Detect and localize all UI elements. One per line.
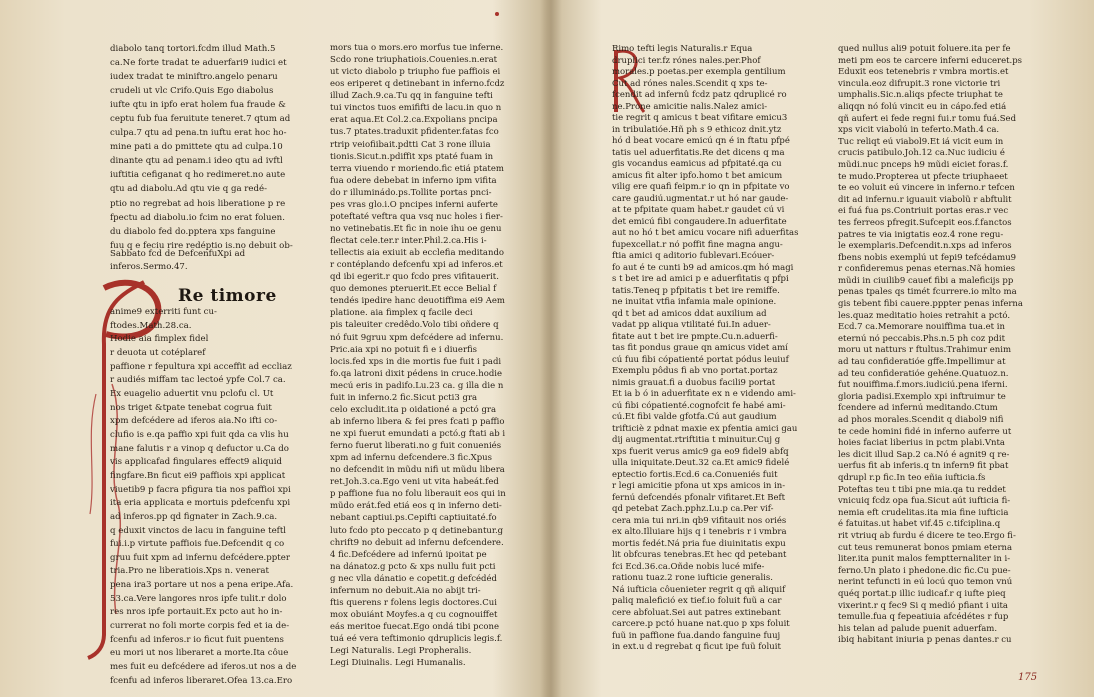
text-line: fo aut é te cunti b9 ad amicos.qm hó magi [612,262,794,273]
text-line: no defcendit in mũdu nifi ut mũdu libera [330,465,505,476]
text-line: eás meritoe fuecat.Ego ondá tibi pcone [330,622,499,632]
text-line: mortis fedét.Ná pria fue diuinitatis expu [612,538,786,549]
text-line: viuetib9 p facra pfigura tia nos paffioi xpi [110,484,291,495]
text-line: crudeli ut vlc Crifo.Quis Ego diabolus [110,86,274,97]
text-line: fitate aut t bet ire pmpte.Cu.n.aduerfi- [612,331,778,342]
text-line: quéq portat.p illic iudicaf.r q iufte pieq [838,588,1006,599]
text-line: aliqqn nó folú vincit eu in cápo.fed etiá [838,101,1007,112]
text-line: iuftitia cefiganat q ho redimeret.no aute [110,170,286,181]
text-line: fuit in inferno.2 fic.Sicut pcti3 gra [330,392,478,403]
text-line: ad tau confideratióe gffe.Impellimur at [838,357,1006,368]
text-line: fui.i.p virtute paffiois fue.Defcendit q co [110,539,285,550]
text-line: le exemplaris.Defcendit.n.xps ad inferos [838,241,1012,252]
text-line: xpm ad infernu defcendere.3 fic.Xpus [330,453,493,464]
text-line: fo.qa latroni dixit pédens in cruce.hodie [330,368,503,379]
text-line: qd petebat Zach.pphz.Lu.p ca.Per vif- [612,504,774,514]
text-line: Et ia b ó in aduerfitate ex n e videndo ami- [612,389,796,399]
text-line: Xpi ad inferos.Sermo.47. [110,249,246,272]
text-line: Legi Naturalis. Legi Propheralis. [330,646,472,657]
text-line: rit vtriuq ab furdu é dicere te teo.Ergo fi- [838,530,1016,541]
text-line: at te pfpitate quam habet.r gaudet cú vi [612,205,785,215]
text-line: mors tua o mors.ero morfus tue inferne. [330,43,504,53]
text-line: quo demones pteruerit.Et ecce Belial f [330,284,497,295]
folio-number: 175 [1018,672,1038,683]
text-line: uerfus fit ab inferis.q tn infern9 fit pbat [838,461,1009,472]
text-line: vis applicafad fingulares effect9 aliquid [110,457,283,468]
text-line: patres te via inigtatis eoz.4 rone regu- [838,229,1004,240]
text-line: gruu fuit xpm ad infernu defcédere.ppter [110,552,290,563]
text-line: in tribulatióe.Hñ ph s 9 ethicoz dnit.ytz [612,124,782,135]
text-line: paffione r fepultura xpi acceffit ad eccliaz [110,361,292,372]
text-line: nemia eft crudelitas.ita mia fine iufticia [838,507,1009,518]
text-line: anime9 exterriti funt cu- [110,307,217,317]
text-line: aut no hó t bet amicu vocare nifi aduerfitas [612,228,799,238]
text-line: tuá eé vera teftimonio qdruplicis legis.f. [330,634,503,645]
text-line: nos triget &tpate tenebat cogrua fuit [110,402,272,413]
text-line: fernú defcendés pfonalr vifitaret.Et Beft [612,492,786,503]
text-line: tionis.Sicut.n.pdiffit xps ptaté fuam in [330,151,494,162]
text-line: in ext.u d regrebat q ficut ipe fuũ foluit [612,642,781,652]
text-line: ceptu fub fua feruitute teneret.7 qtum ad [110,114,291,125]
text-line: poteftaté veftra qua vsq nuc holes i fier- [330,211,503,222]
text-line: iudex tradat te miniftro.angelo penaru [110,72,278,83]
text-line: fuũ in paffione fua.dando fanguine fuuj [612,630,781,641]
text-line: eptectio fortis.Ecd.6 ca.Conueniés fuit [612,469,778,480]
text-line: ftis querens r folens legis doctores.Cui [330,597,497,608]
text-line: fpectu ad diabolu.io fcim no erat foluen. [110,212,285,223]
text-line: ptio no regrebat ad hois liberatione p re [110,198,286,209]
text-line: tatis.Teneq p pfpitatis t bet ire remiffe. [612,285,780,296]
text-line: xps fuerit verus amic9 ga eo9 fidel9 abfq [612,446,789,457]
text-line: hó d beat vocare emicú qn é in ftatu pfpé [612,136,790,146]
text-line: liter.ita punit malos femptternaliter in i- [838,554,1011,565]
text-line: ne xpi fuerut emundati a pctó.g ftati ab i [330,429,506,439]
text-line: te cede homini fidé in inferno auferre ut [838,426,1012,437]
text-line: ftia amici q aditorio fublevari.Ecóuer- [612,251,775,261]
text-line: ferno.Un plato i phedone.dic fic.Cu pue- [838,565,1011,576]
text-line: Cut ad rónes nales.Scendit q xps te- [612,78,768,89]
text-line: mecú eris in padifo.Lu.23 ca. g illa die n [330,380,504,391]
text-line: druplici ter.fz rónes nales.per.Phof [612,55,761,66]
text-line: vixerint.r q fec9 Si q medió pfiant i uita [838,600,1008,611]
text-line: celo excludit.ita p oidationé a pctó gra [330,404,497,415]
text-line: Poteftas teu t tibi pne mia.qa tu reddet [838,484,1006,495]
left-col1-top [110,42,322,252]
text-line: rationu tuaz.2 rone iufticie generalis. [612,573,773,583]
text-line: qd ibi egerit.r quo fcdo pres vifitauerit. [330,272,499,283]
text-line: qd t bet ad amicos ddat auxilium ad [612,308,767,319]
text-line: Scdo rone triuphatiois.Couenies.n.erat [330,55,498,66]
text-line: cere abfoluat.Sei aut patres extinebant [612,607,781,618]
text-line: vadat pp aliqua vtilitaté fui.In aduer- [612,320,771,330]
left-col2 [330,42,535,682]
text-line: fci Ecd.36.ca.Oñde nobis lucé mife- [612,561,765,572]
text-line: mũdi.nuc pnceps h9 mũdi eiciet foras.f. [838,159,1009,170]
text-line: r contéplando defcenfu xpi ad inferos.et [330,260,503,271]
text-line: luto fcdo pto peccato p q detinebantur.g [330,525,504,536]
text-line: fbens nobis exemplú ut fepi9 tefcédamu9 [838,252,1017,263]
text-line: ad phos morales.Scendit q diabol9 nifi [838,415,1004,425]
text-line: ad inferos.pp qd fignater in Zach.9.ca. [110,511,278,522]
text-line: det emicú fibi congaudere.In aduerfitate [612,216,787,227]
text-line: gloria padisi.Exemplo xpi inftruimur te [838,391,1006,402]
text-line: mũdo erát.fed etiá eos q in inferno deti- [330,501,502,512]
text-line: cut teus remunerat bonos pmiam eterna [838,542,1013,553]
text-line: fcendit ad infernû fcdz patz qdruplicé ro [612,90,787,100]
text-line: illud Zach.9.ca.Tu qq in fanguine tefti [330,91,493,102]
text-line: diabolo tanq tortori.fcdm illud Math.5 [110,44,276,54]
text-line: pena ira3 portare ut nos a pena eripe.Afa. [110,580,294,591]
text-line: care gaudiú.ugmentat.r ut hó nar gaude- [612,193,789,204]
book-gutter [540,0,562,697]
text-line: fcenfu ad inferos liberaret.Ofea 13.ca.Ero [110,675,293,686]
text-line: platione. aia fimplex q facile deci [330,308,473,319]
text-line: qued nullus ali9 potuit foluere.ita per fe [838,44,1011,54]
text-line: eos eriperet q detinebant in inferno.fcdz [330,79,505,90]
text-line: na dánatoz.g pcto & xps nullu fuit pcti [330,561,496,572]
text-line: cera mia tui nri.in qb9 vifitauit nos oriés [612,515,787,526]
text-line: é fatuitas.ut habet vif.45 c.tifciplina.q [838,519,1001,530]
text-line: ferno fuerut liberati.no g fuit conueniés [330,441,502,452]
text-line: fingfare.Bn ficut ei9 paffiois xpi applicat [110,470,286,481]
incipit-re-timore: Re timore [178,286,277,306]
sermon-heading [110,248,320,274]
text-line: moru ut natturs r ftultus.Trahimur enim [838,345,1012,356]
text-line: vincula.eoz difrupit.3 rone victorie tri [838,78,1001,89]
rubric-mark [495,12,499,16]
text-line: tellectis aia exiuit ab ecclefia meditando [330,248,504,259]
text-line: Legi Diuinalis. Legi Humanalis. [330,658,466,669]
text-line: eternú nó peccabis.Phs.n.5 ph coz pdit [838,333,1006,344]
text-line: mox obuiánt Moyfes.a q cu cognouiffet [330,609,498,620]
text-line: Hodie aia fimplex fidel [110,334,209,345]
text-line: ei fuá fua ps.Contriuit portas eras.r vec [838,206,1009,217]
text-line: vnicuiq fcdz opa fua.Sicut aút iufticia fi- [838,496,1011,507]
text-line: rtrip veiofiibait.pdtti Cat 3 rone illuia [330,139,491,150]
text-line: r deuota ut cotéplaref [110,347,206,358]
text-line: fuu q e feciu rire redéptio is.no debuit ob- [110,240,293,251]
text-line: hoies faciat liberius in pctm plabi.Vnta [838,438,1005,449]
text-line: qñ aufert ei fede regni fui.r tomu fuá.Sed [838,113,1017,124]
text-line: paliq malefició ex tief.io foluit fuũ a car [612,596,782,606]
text-line: gis vocandus eamicus ad pfpitaté.qa cu [612,159,782,169]
text-line: ne inuitat vtfia infamia male opinione. [612,297,777,307]
text-line: mes fuit eu defcédere ad iferos.ut nos a de [110,662,297,673]
text-line: ca.Ne forte tradat te aduerfari9 iudici et [110,58,287,69]
text-line: ftodes.Math.28.ca. [110,320,192,331]
text-line: Rimo tefti legis Naturalis.r Equa [612,44,753,54]
text-line: umphalis.Sic.n.aliqs pfecte triuphat te [838,90,1003,101]
text-line: tus.7 ptates.traduxit pfidenter.fatas fco [330,127,499,138]
text-line: lit obfcuras tenebras.Et hec qd petebant [612,550,787,560]
text-line: te eo voluit eú vincere in inferno.r tefcen [838,183,1015,194]
text-line: crucis patibulo.Joh.12 ca.Nuc iudiciu é [838,148,1005,159]
text-line: his telan ad palude puenit aduerfam. [838,623,998,634]
text-line: fcendere ad infernú meditando.Ctum [838,403,998,414]
text-line: fua odere debebat in inferno ipm vifita [330,175,497,186]
right-col3 [612,44,830,689]
right-col4 [838,44,1050,674]
text-line: Ecd.7 ca.Memorare nouiffima tua.et in [838,322,1005,333]
text-line: pis taleuiter credêdo.Volo tibi oñdere q [330,320,499,331]
text-line: fupexcellat.r nó poffit fine magna angu- [612,239,783,250]
text-line: iufte qtu in ipfo erat holem fua fraude & [110,100,286,111]
text-line: nebant captiui.ps.Cepifti captiuitaté.fo [330,513,497,524]
text-line: p paffione fua no folu liberauit eos qui in [330,489,506,500]
text-line: ulla iniquitate.Deut.32 ca.Et amic9 fidelé [612,458,790,468]
text-line: no vetinebatis.Et fic in noie ihu oe genu [330,223,502,234]
text-line: Sabbato fcd de Defcenfu [110,249,218,259]
text-line: res nros ipfe portauit.Ex pcto aut ho in- [110,607,283,618]
text-line: mane falutis r a vinop q defuctor u.Ca do [110,443,289,454]
text-line: ex alto.Illuiare hijs q i tenebris r i vmbra [612,527,787,537]
text-line: les.quaz meditatio hoies retrahit a pctó. [838,310,1011,321]
text-line: tria.Pro ne liberatiois.Xps n. venerat [110,566,269,577]
text-line: dit ad infernu.r iguauit viabolũ r abftulit [838,194,1012,205]
text-line: qdrupl r.p fic.In teo eñia iufticia.fs [838,472,986,483]
text-line: xpm defcédere ad iferos aia.No ifti co- [110,416,278,427]
text-line: gis tebent fibi cauere.pppter penas inferna [838,299,1023,310]
text-line: ne.Prone amicitie nalis.Nalez amici- [612,101,768,112]
text-line: penas tpales qs timét fcurrere.io mlto ma [838,287,1017,298]
text-line: dinante qtu ad penam.i ideo qtu ad ivftl [110,156,283,167]
text-line: clufio is e.qa paffio xpi fuit qda ca vlis hu [110,429,289,440]
text-line: morales.p poetas.per exempla gentilium [612,67,786,77]
text-line: currerat no foli morte corpis fed et ia de- [110,621,290,632]
text-line: carcere.p pctó huane nat.quo p xps foluit [612,619,790,629]
text-line: r audiés miffam tac lectoé ypfe Col.7 ca. [110,375,286,386]
text-line: cú fuu fibi cópatienté portat pódus leuiuf [612,354,789,365]
text-line: cú.Et fibi valde gfotfa.Cú aut gaudium [612,412,777,422]
text-line: g nec vlla dánatio e copetit.g defcédéd [330,573,497,584]
text-line: Pric.aia xpi no potuit fi e i diuerfis [330,344,478,355]
text-line: nimis grauat.fi a duobus facili9 portat [612,377,776,388]
text-line: tui vinctos tuos emififti de lacu.in quo n [330,103,502,114]
text-line: vilig ere quafi feipm.r io qn in pfpitate vo [612,182,790,192]
text-line: meti pm eos te carcere inferni educeret.ps [838,55,1023,66]
text-line: 53.ca.Vere langores nros ipfe tulit.r dolo [110,593,287,604]
text-line: trifticiè z pdnat maxie ex pfentia amici gau [612,423,798,434]
text-line: tie regrit q amicus t beat vifitare emicu3 [612,113,788,123]
text-line: culpa.7 qtu ad pena.tn iuftu erat hoc ho- [110,128,287,139]
text-line: chrift9 no debuit ad infernu defcendere. [330,537,504,548]
text-line: terra viuendo r moriendo.fic etiá ptatem [330,163,504,174]
text-line: q eduxit vinctos de lacu in fanguine teftl [110,525,287,536]
text-line: ret.Joh.3.ca.Ego veni ut vita habeát.fed [330,477,499,488]
text-line: r confideremus penas eternas.Nã homies [838,264,1016,275]
left-col1-bottom [110,306,322,691]
text-line: tendés ipedire hanc deuotiffima ei9 Aem [330,296,505,307]
text-line: tas fit pondus graue qn amicus videt amí [612,343,788,353]
text-line: nó fuit 9gruu xpm defcédere ad infernu. [330,332,504,343]
text-line: locis.fed xps in die mortis fue fuit i padi [330,356,502,367]
text-line: ad teu confideratióe gehéne.Quatuoz.n. [838,368,1009,379]
text-line: 4 fic.Defcédere ad infernú ipoitat pe [330,549,487,560]
text-line: amicus fit alter ipfo.homo t bet amicum [612,170,783,181]
text-line: Ná iufticia côuenieter regrit q qñ aliquif [612,584,786,595]
text-line: pes vras glo.i.O pncipes inferni auferte [330,199,498,210]
text-line: do r illuminádo.ps.Tollite portas pnci- [330,187,492,198]
text-line: r legi amicitie pfona ut xps amicos in in- [612,481,786,491]
text-line: dij augmentat.rtriftitia t minuitur.Cuj g [612,435,781,445]
text-line: cú fibi cópatienté.cognofcit fe habé ami- [612,400,786,411]
text-line: tatis uel aduerfitatis.Re det dicens q ma [612,147,785,158]
text-line: mũdi in ciuilib9 caueť fibi a maleficijs pp [838,275,1014,286]
text-line: infernum no debuit.Aia no abijt tri- [330,585,481,596]
text-line: qtu ad diabolu.Ad qtu vie q ga redé- [110,184,267,195]
text-line: Ex euagelio aduertit vnu pclofu cl. Ut [110,388,274,399]
text-line: Exemplu pôdus fi ab vno portat.portaz [612,366,778,376]
text-line: du diabolo fed do.pptera xps fanguine [110,226,276,237]
text-line: s t bet ire ad amici p e aduerfitatis q pfpi [612,274,789,284]
text-line: flectat cele.ter.r inter.Phil.2.ca.His i- [330,236,487,246]
text-line: Tuc reliqt eú viabol9.Et iá vicit eum in [838,136,1004,147]
text-line: erat aqua.Et Col.2.ca.Expolians pncipa [330,115,498,126]
text-line: eu mori ut nos liberaret a morte.Ita côue [110,648,289,659]
text-line: mine pati a do pmittete qtu ad culpa.10 [110,142,283,153]
text-line: fcenfu ad inferos.r io ficut fuit puentens [110,634,284,645]
text-line: ita eria applicata e mortuis pdefcenfu xpi [110,498,291,509]
text-line: les dicit illud Sap.2 ca.Nó é agnit9 q re- [838,449,1010,460]
text-line: te mudo.Propterea ut pfecte triuphaeet [838,171,1008,182]
text-line: Eduxit eos tetenebris r vmbra mortis.et [838,67,1009,78]
text-line: ibiq habitant iniuria p penas dantes.r cu [838,635,1012,646]
text-line: ut victo diabolo p triupho fue paffiois ei [330,67,501,78]
text-line: xps vicit viabolú in teferto.Math.4 ca. [838,125,1000,136]
text-line: ab inferno libera & fei pres fcati p paffio [330,416,505,427]
text-line: tes ferreos pfregit.Sufcepit eos.f.fanctos [838,217,1012,228]
text-line: nerint tefuncti in eú locú quo temon vnú [838,577,1013,588]
text-line: temulle.fua q fepeatiuia afcédétes r fup [838,612,1009,623]
text-line: fut nouiffima.f.mors.iudiciú.pena iferni. [838,380,1008,391]
